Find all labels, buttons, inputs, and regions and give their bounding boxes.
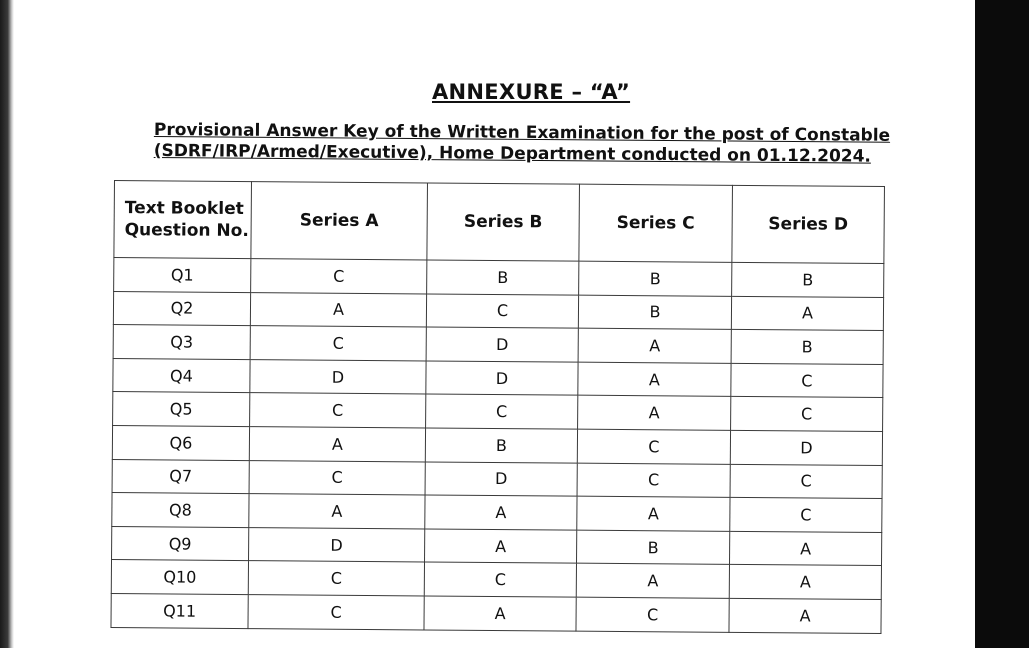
table-header-row xyxy=(114,181,885,264)
header-question-line-1: Text Booklet xyxy=(124,198,244,220)
answer-key-table-wrapper xyxy=(110,180,884,634)
header-question-no xyxy=(114,181,252,259)
cell-series-a: A xyxy=(249,494,425,529)
cell-series-a: A xyxy=(250,292,426,327)
cell-series-d: A xyxy=(731,296,883,331)
cell-series-a: C xyxy=(251,259,427,294)
cell-series-d: D xyxy=(730,430,882,465)
cell-series-d: C xyxy=(730,464,882,499)
cell-series-c: A xyxy=(578,328,731,363)
cell-series-c: B xyxy=(578,295,731,330)
cell-series-c: A xyxy=(577,496,730,531)
cell-series-a: A xyxy=(249,427,425,462)
cell-series-d: A xyxy=(729,531,881,566)
cell-question: Q4 xyxy=(113,358,250,393)
cell-series-a: C xyxy=(248,595,424,630)
cell-series-c: A xyxy=(576,563,729,598)
cell-series-d: C xyxy=(731,397,883,432)
photo-edge-left xyxy=(0,0,14,648)
document-page xyxy=(14,0,975,648)
cell-series-b: B xyxy=(425,428,577,463)
cell-series-b: A xyxy=(425,529,577,564)
cell-series-c: B xyxy=(577,530,730,565)
annexure-title: ANNEXURE – “A” xyxy=(432,80,631,104)
cell-series-d: B xyxy=(731,330,883,365)
cell-series-b: C xyxy=(426,294,578,329)
cell-question: Q3 xyxy=(113,325,250,360)
cell-series-c: C xyxy=(577,429,730,464)
cell-series-a: C xyxy=(249,460,425,495)
subtitle-line-2: (SDRF/IRP/Armed/Executive), Home Department conducted on 01.12.2024. xyxy=(153,140,872,167)
header-question-line-2: Question No. xyxy=(124,220,249,242)
cell-question: Q10 xyxy=(111,560,248,595)
cell-series-d: C xyxy=(731,363,883,398)
header-series-a: Series A xyxy=(251,182,428,260)
cell-series-b: A xyxy=(424,596,576,631)
cell-series-b: C xyxy=(424,562,576,597)
cell-series-a: D xyxy=(249,527,425,562)
cell-series-a: D xyxy=(250,359,426,394)
cell-question: Q6 xyxy=(112,425,249,460)
cell-series-c: B xyxy=(579,261,732,296)
answer-key-table xyxy=(110,180,884,634)
cell-series-a: C xyxy=(250,326,426,361)
cell-series-b: D xyxy=(426,327,578,362)
document-subtitle xyxy=(153,120,891,168)
cell-question: Q7 xyxy=(112,459,249,494)
header-series-d: Series D xyxy=(732,185,885,263)
cell-series-b: B xyxy=(427,260,579,295)
cell-series-a: C xyxy=(248,561,424,596)
cell-question: Q8 xyxy=(112,493,249,528)
table-row xyxy=(111,593,881,633)
cell-series-b: D xyxy=(425,462,577,497)
cell-series-d: C xyxy=(730,498,882,533)
header-series-c: Series C xyxy=(579,184,733,262)
cell-series-b: A xyxy=(425,495,577,530)
cell-series-b: C xyxy=(426,394,578,429)
cell-series-c: A xyxy=(578,362,731,397)
subtitle-line-1: Provisional Answer Key of the Written Examination for the post of Constable xyxy=(153,120,891,146)
header-series-b: Series B xyxy=(427,183,580,261)
cell-series-d: A xyxy=(729,598,881,633)
cell-series-d: A xyxy=(729,565,881,600)
cell-series-d: B xyxy=(732,262,884,297)
cell-series-c: A xyxy=(578,396,731,431)
cell-series-a: C xyxy=(250,393,426,428)
cell-series-b: D xyxy=(426,361,578,396)
cell-series-c: C xyxy=(576,597,729,632)
cell-question: Q9 xyxy=(112,526,249,561)
photo-edge-right xyxy=(975,0,1029,648)
cell-question: Q1 xyxy=(114,258,251,293)
cell-question: Q2 xyxy=(113,291,250,326)
cell-question: Q11 xyxy=(111,593,248,628)
cell-question: Q5 xyxy=(113,392,250,427)
cell-series-c: C xyxy=(577,463,730,498)
